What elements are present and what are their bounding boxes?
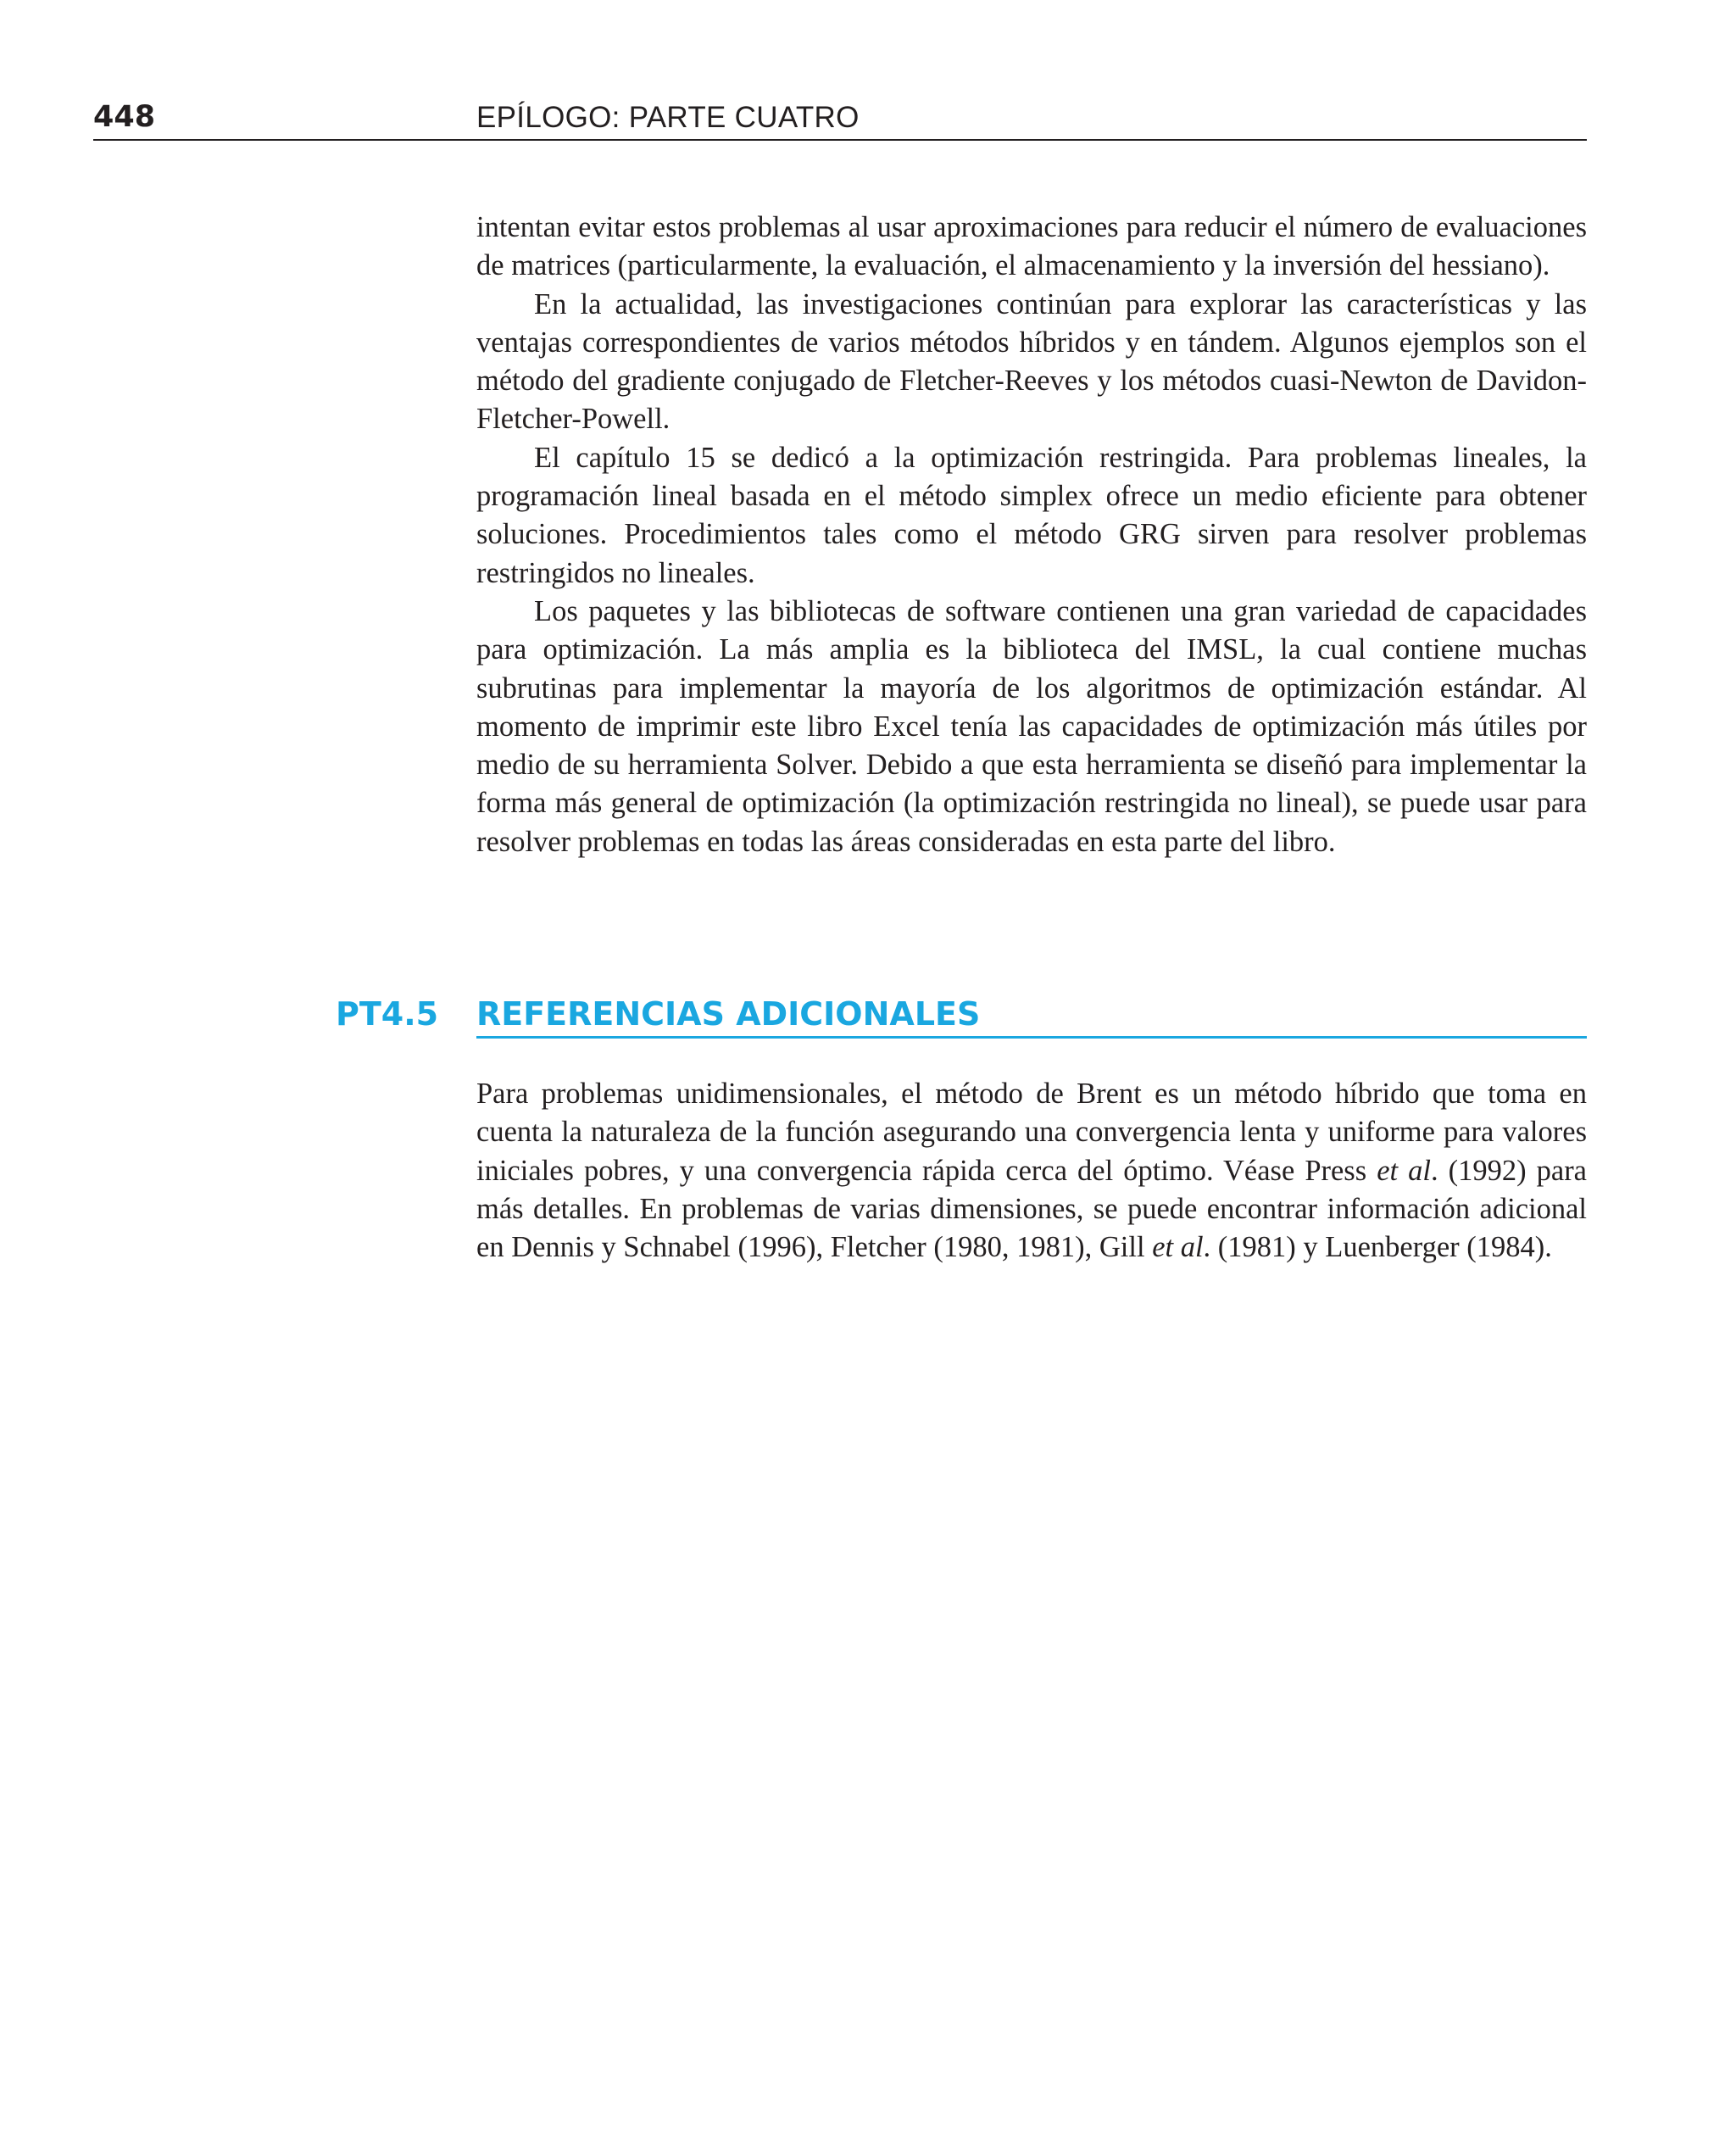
et-al-2: et al — [1152, 1231, 1204, 1264]
running-head — [93, 95, 1587, 141]
section-heading: REFERENCIAS ADICIONALES — [476, 994, 1587, 1039]
references-paragraph — [476, 1075, 1587, 1267]
ref-text-2: . (1992) para más detalles. En problemas de varias dimensiones, se puede encontrar información adicional en Dennis y Schnabel (1996), Fletcher (1980, 1981), Gill — [476, 1154, 1587, 1264]
et-al-1: et al — [1377, 1154, 1431, 1187]
paragraph-1: intentan evitar estos problemas al usar aproximaciones para reducir el número de evaluaciones de matrices (particularmente, la evaluación, el almacenamiento y la inversión del hessiano). — [476, 211, 1587, 282]
ref-text-1: Para problemas unidimensionales, el método de Brent es un método híbrido que toma en cuenta la naturaleza de la función asegurando una convergencia lenta y uniforme para valores iniciales pobres, y una convergencia rápida cerca del óptimo. Véase Press — [476, 1078, 1587, 1187]
paragraph-4: Los paquetes y las bibliotecas de software contienen una gran variedad de capacidades para optimización. La más amplia es la biblioteca del IMSL, la cual contiene muchas subrutinas para implementar la mayoría de los algoritmos de optimización estándar. Al momento de imprimir este libro Excel tenía las capacidades de optimización más útiles por medio de su herramienta Solver. Debido a que esta herramienta se diseñó para implementar la forma más general de optimización (la optimización restringida no lineal), se puede usar para resolver problemas en todas las áreas consideradas en esta parte del libro. — [476, 594, 1587, 858]
paragraph-2: En la actualidad, las investigaciones continúan para explorar las características y las ventajas correspondientes de varios métodos híbridos y en tándem. Algunos ejemplos son el método del gradiente conjugado de Fletcher-Reeves y los métodos cuasi-Newton de Davidon-Fletcher-Powell. — [476, 287, 1587, 436]
page-number: 448 — [93, 100, 156, 134]
paragraph-3: El capítulo 15 se dedicó a la optimización restringida. Para problemas lineales, la programación lineal basada en el método simplex ofrece un medio eficiente para obtener soluciones. Procedimientos tales como el método GRG sirven para resolver problemas restringidos no lineales. — [476, 441, 1587, 589]
ref-text-3: . (1981) y Luenberger (1984). — [1203, 1231, 1552, 1264]
running-title: EPÍLOGO: PARTE CUATRO — [476, 101, 860, 134]
section-number: PT4.5 — [336, 995, 439, 1033]
references-text — [476, 1075, 1587, 1267]
body-text — [476, 209, 1587, 861]
